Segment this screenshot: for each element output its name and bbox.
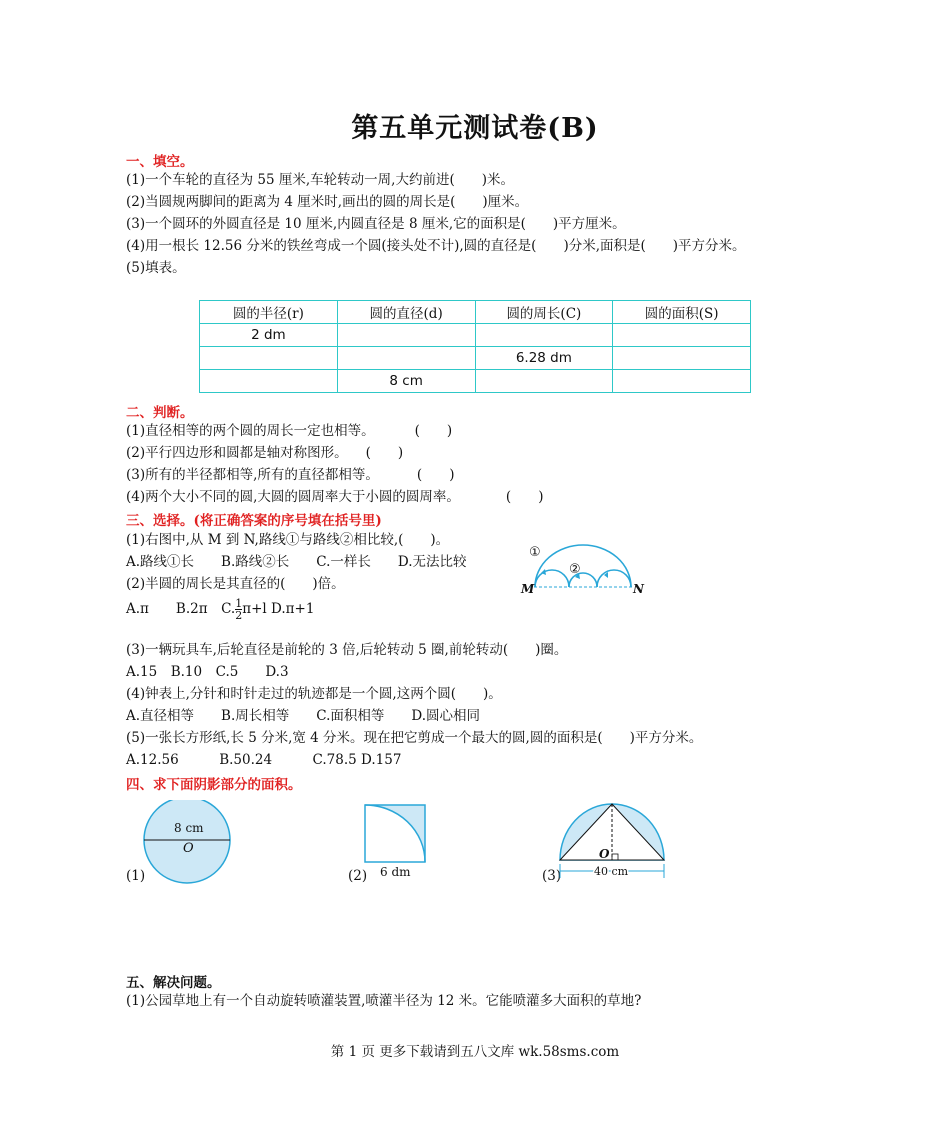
table-header: 圆的周长(C)	[475, 301, 613, 324]
point-m-label: M	[521, 582, 535, 596]
table-cell	[200, 347, 338, 370]
choice-q1-options: A.路线①长 B.路线②长 C.一样长 D.无法比较	[126, 554, 467, 570]
figure2-number: (2)	[348, 868, 368, 884]
judge-q1-text: (1)直径相等的两个圆的周长一定也相等。	[126, 423, 375, 439]
table-cell	[337, 324, 475, 347]
section5-heading: 五、解决问题。	[126, 975, 221, 991]
table-cell	[200, 370, 338, 393]
fill-q2: (2)当圆规两脚间的距离为 4 厘米时,画出的圆的周长是( )厘米。	[126, 194, 529, 210]
route-1-arc	[535, 545, 631, 587]
page-footer: 第 1 页 更多下载请到五八文库 wk.58sms.com	[330, 1044, 620, 1060]
choice-q5: (5)一张长方形纸,长 5 分米,宽 4 分米。现在把它剪成一个最大的圆,圆的面积是( )平方分米。	[126, 730, 703, 746]
answer-blank: ( )	[505, 489, 544, 505]
point-n-label: N	[633, 582, 644, 596]
choice-q2-options-b: π+l D.π+1	[242, 601, 315, 617]
judge-q3-text: (3)所有的半径都相等,所有的直径都相等。	[126, 467, 379, 483]
figure1-number: (1)	[126, 868, 146, 884]
choice-q1: (1)右图中,从 M 到 N,路线①与路线②相比较,( )。	[126, 532, 450, 548]
fill-q4: (4)用一根长 12.56 分米的铁丝弯成一个圆(接头处不计),圆的直径是( )分米,面积是( )平方分米。	[126, 238, 746, 254]
circle-table	[199, 300, 751, 393]
figure1-circle	[140, 800, 240, 885]
route-1-label: ①	[529, 545, 541, 560]
section4-heading: 四、求下面阴影部分的面积。	[126, 777, 302, 793]
fill-q3: (3)一个圆环的外圆直径是 10 厘米,内圆直径是 8 厘米,它的面积是( )平方厘米。	[126, 216, 626, 232]
judge-q1	[126, 421, 452, 441]
table-row	[200, 347, 751, 370]
figure3-semicircle	[552, 798, 672, 883]
figure2-square	[360, 800, 435, 885]
route-2-arc-c	[597, 570, 631, 587]
choice-q2-options	[126, 598, 314, 621]
table-row	[200, 370, 751, 393]
table-header: 圆的半径(r)	[200, 301, 338, 324]
answer-blank: ( )	[365, 445, 404, 461]
table-cell: 8 cm	[337, 370, 475, 393]
route-figure	[515, 535, 655, 600]
figure3-width-label: 40 cm	[594, 865, 629, 878]
choice-q4: (4)钟表上,分针和时针走过的轨迹都是一个圆,这两个圆( )。	[126, 686, 502, 702]
table-cell	[475, 324, 613, 347]
figure1-diameter-label: 8 cm	[174, 821, 204, 835]
judge-q4	[126, 487, 543, 507]
route-2-label: ②	[569, 562, 581, 577]
figure3-number: (3)	[542, 868, 562, 884]
table-cell: 6.28 dm	[475, 347, 613, 370]
table-cell	[475, 370, 613, 393]
judge-q4-text: (4)两个大小不同的圆,大圆的圆周率大于小圆的圆周率。	[126, 489, 460, 505]
fill-q5: (5)填表。	[126, 260, 186, 276]
choice-q3-options: A.15 B.10 C.5 D.3	[126, 664, 289, 680]
judge-q3	[126, 465, 454, 485]
judge-q2	[126, 443, 403, 463]
figure1-center-label: O	[183, 841, 194, 856]
answer-blank: ( )	[414, 423, 453, 439]
choice-q2-options-a: A.π B.2π C.	[126, 601, 236, 617]
route-2-arc-a	[535, 570, 569, 587]
figure2-side-label: 6 dm	[380, 865, 411, 879]
table-row	[200, 324, 751, 347]
section2-heading: 二、判断。	[126, 405, 194, 421]
choice-q3: (3)一辆玩具车,后轮直径是前轮的 3 倍,后轮转动 5 圈,前轮转动( )圈。	[126, 642, 568, 658]
section3-heading: 三、选择。(将正确答案的序号填在括号里)	[126, 513, 382, 529]
table-cell: 2 dm	[200, 324, 338, 347]
fill-q1: (1)一个车轮的直径为 55 厘米,车轮转动一周,大约前进( )米。	[126, 172, 514, 188]
judge-q2-text: (2)平行四边形和圆都是轴对称图形。	[126, 445, 348, 461]
table-cell	[613, 370, 751, 393]
fraction-denominator: 2	[235, 609, 243, 622]
fraction-numerator: 1	[235, 597, 243, 610]
page-title: 第五单元测试卷(B)	[351, 113, 599, 144]
figure3-center-label: O	[599, 847, 610, 861]
table-cell	[613, 347, 751, 370]
choice-q2: (2)半圆的周长是其直径的( )倍。	[126, 576, 345, 592]
choice-q5-options: A.12.56 B.50.24 C.78.5 D.157	[126, 752, 402, 768]
table-header: 圆的面积(S)	[613, 301, 751, 324]
table-cell	[613, 324, 751, 347]
table-header: 圆的直径(d)	[337, 301, 475, 324]
table-header-row	[200, 301, 751, 324]
answer-blank: ( )	[416, 467, 455, 483]
solve-q1: (1)公园草地上有一个自动旋转喷灌装置,喷灌半径为 12 米。它能喷灌多大面积的草地?	[126, 993, 642, 1009]
section1-heading: 一、填空。	[126, 154, 194, 170]
choice-q4-options: A.直径相等 B.周长相等 C.面积相等 D.圆心相同	[126, 708, 481, 724]
table-cell	[337, 347, 475, 370]
